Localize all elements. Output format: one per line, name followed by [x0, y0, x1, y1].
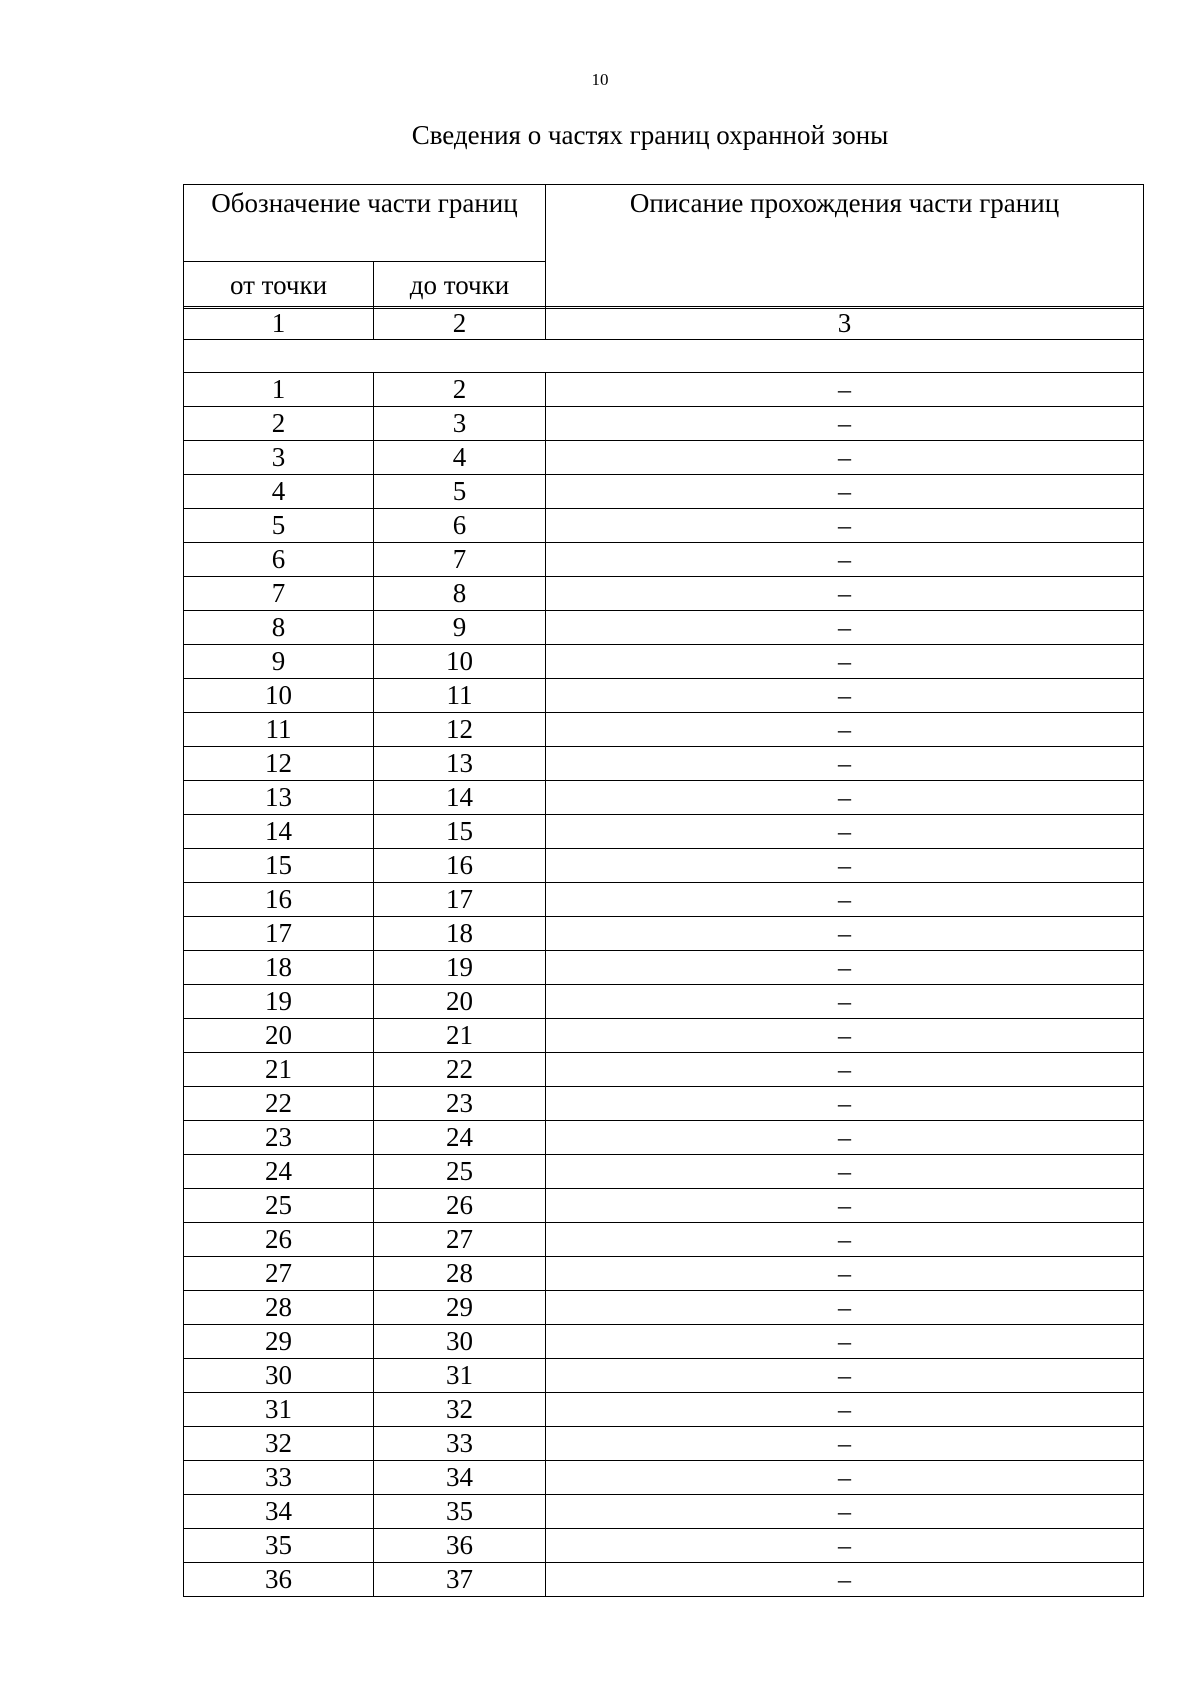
- from-point-cell: 31: [184, 1393, 374, 1427]
- from-point-cell: 16: [184, 883, 374, 917]
- to-point-cell: 14: [374, 781, 546, 815]
- from-point-cell: 9: [184, 645, 374, 679]
- description-cell: –: [546, 509, 1144, 543]
- to-point-cell: 34: [374, 1461, 546, 1495]
- to-point-cell: 15: [374, 815, 546, 849]
- header-from-point: от точки: [184, 262, 374, 309]
- table-row: [184, 1359, 1144, 1393]
- from-point-cell: 18: [184, 951, 374, 985]
- blank-row: [184, 340, 1144, 373]
- from-point-cell: 4: [184, 475, 374, 509]
- from-point-cell: 17: [184, 917, 374, 951]
- to-point-cell: 3: [374, 407, 546, 441]
- to-point-cell: 23: [374, 1087, 546, 1121]
- description-cell: –: [546, 1087, 1144, 1121]
- from-point-cell: 11: [184, 713, 374, 747]
- table-row: [184, 815, 1144, 849]
- to-point-cell: 33: [374, 1427, 546, 1461]
- table-row: [184, 543, 1144, 577]
- to-point-cell: 16: [374, 849, 546, 883]
- table-row: [184, 679, 1144, 713]
- description-cell: –: [546, 849, 1144, 883]
- to-point-cell: 32: [374, 1393, 546, 1427]
- description-cell: –: [546, 1155, 1144, 1189]
- description-cell: –: [546, 1495, 1144, 1529]
- from-point-cell: 12: [184, 747, 374, 781]
- to-point-cell: 6: [374, 509, 546, 543]
- table-row: [184, 849, 1144, 883]
- table-row: [184, 951, 1144, 985]
- to-point-cell: 7: [374, 543, 546, 577]
- table-row: [184, 373, 1144, 407]
- description-cell: –: [546, 1359, 1144, 1393]
- from-point-cell: 23: [184, 1121, 374, 1155]
- table-row: [184, 985, 1144, 1019]
- table-row: [184, 1053, 1144, 1087]
- table-row: [184, 1393, 1144, 1427]
- header-designation: Обозначение части границ: [184, 185, 546, 262]
- description-cell: –: [546, 1393, 1144, 1427]
- to-point-cell: 19: [374, 951, 546, 985]
- table-row: [184, 645, 1144, 679]
- description-cell: –: [546, 815, 1144, 849]
- from-point-cell: 21: [184, 1053, 374, 1087]
- description-cell: –: [546, 1325, 1144, 1359]
- from-point-cell: 32: [184, 1427, 374, 1461]
- table-row: [184, 883, 1144, 917]
- from-point-cell: 35: [184, 1529, 374, 1563]
- to-point-cell: 24: [374, 1121, 546, 1155]
- table-row: [184, 611, 1144, 645]
- description-cell: –: [546, 1291, 1144, 1325]
- description-cell: –: [546, 1427, 1144, 1461]
- from-point-cell: 33: [184, 1461, 374, 1495]
- column-number-3: 3: [546, 307, 1144, 340]
- description-cell: –: [546, 679, 1144, 713]
- table-row: [184, 1495, 1144, 1529]
- table-row: [184, 1325, 1144, 1359]
- from-point-cell: 26: [184, 1223, 374, 1257]
- to-point-cell: 20: [374, 985, 546, 1019]
- header-to-point: до точки: [374, 262, 546, 309]
- table-row: [184, 713, 1144, 747]
- to-point-cell: 27: [374, 1223, 546, 1257]
- description-cell: –: [546, 611, 1144, 645]
- description-cell: –: [546, 985, 1144, 1019]
- column-number-2: 2: [374, 307, 546, 340]
- to-point-cell: 36: [374, 1529, 546, 1563]
- description-cell: –: [546, 747, 1144, 781]
- boundary-parts-table: [183, 306, 1144, 1597]
- to-point-cell: 31: [374, 1359, 546, 1393]
- from-point-cell: 1: [184, 373, 374, 407]
- table-row: [184, 1189, 1144, 1223]
- table-row: [184, 781, 1144, 815]
- table-header: [183, 184, 1144, 309]
- description-cell: –: [546, 781, 1144, 815]
- from-point-cell: 3: [184, 441, 374, 475]
- description-cell: –: [546, 713, 1144, 747]
- header-description: Описание прохождения части границ: [546, 185, 1144, 309]
- to-point-cell: 29: [374, 1291, 546, 1325]
- from-point-cell: 22: [184, 1087, 374, 1121]
- description-cell: –: [546, 645, 1144, 679]
- from-point-cell: 6: [184, 543, 374, 577]
- blank-cell: [184, 340, 1144, 373]
- to-point-cell: 35: [374, 1495, 546, 1529]
- description-cell: –: [546, 475, 1144, 509]
- description-cell: –: [546, 917, 1144, 951]
- from-point-cell: 13: [184, 781, 374, 815]
- from-point-cell: 27: [184, 1257, 374, 1291]
- from-point-cell: 10: [184, 679, 374, 713]
- table-row: [184, 441, 1144, 475]
- from-point-cell: 30: [184, 1359, 374, 1393]
- table-row: [184, 1223, 1144, 1257]
- to-point-cell: 17: [374, 883, 546, 917]
- to-point-cell: 5: [374, 475, 546, 509]
- from-point-cell: 29: [184, 1325, 374, 1359]
- description-cell: –: [546, 883, 1144, 917]
- to-point-cell: 2: [374, 373, 546, 407]
- description-cell: –: [546, 1053, 1144, 1087]
- table-row: [184, 509, 1144, 543]
- to-point-cell: 11: [374, 679, 546, 713]
- from-point-cell: 7: [184, 577, 374, 611]
- description-cell: –: [546, 1223, 1144, 1257]
- table-row: [184, 1427, 1144, 1461]
- description-cell: –: [546, 1019, 1144, 1053]
- from-point-cell: 24: [184, 1155, 374, 1189]
- description-cell: –: [546, 543, 1144, 577]
- description-cell: –: [546, 1189, 1144, 1223]
- to-point-cell: 26: [374, 1189, 546, 1223]
- to-point-cell: 21: [374, 1019, 546, 1053]
- description-cell: –: [546, 1529, 1144, 1563]
- column-number-1: 1: [184, 307, 374, 340]
- table-row: [184, 1257, 1144, 1291]
- from-point-cell: 15: [184, 849, 374, 883]
- table-row: [184, 577, 1144, 611]
- to-point-cell: 37: [374, 1563, 546, 1597]
- table-row: [184, 1019, 1144, 1053]
- description-cell: –: [546, 1257, 1144, 1291]
- from-point-cell: 34: [184, 1495, 374, 1529]
- to-point-cell: 13: [374, 747, 546, 781]
- table-row: [184, 1121, 1144, 1155]
- to-point-cell: 25: [374, 1155, 546, 1189]
- description-cell: –: [546, 1121, 1144, 1155]
- from-point-cell: 5: [184, 509, 374, 543]
- table-row: [184, 1155, 1144, 1189]
- from-point-cell: 36: [184, 1563, 374, 1597]
- table-row: [184, 1291, 1144, 1325]
- table-row: [184, 1563, 1144, 1597]
- description-cell: –: [546, 1461, 1144, 1495]
- description-cell: –: [546, 407, 1144, 441]
- to-point-cell: 12: [374, 713, 546, 747]
- table-row: [184, 1087, 1144, 1121]
- to-point-cell: 10: [374, 645, 546, 679]
- table-row: [184, 917, 1144, 951]
- table-row: [184, 1461, 1144, 1495]
- to-point-cell: 22: [374, 1053, 546, 1087]
- description-cell: –: [546, 1563, 1144, 1597]
- to-point-cell: 18: [374, 917, 546, 951]
- to-point-cell: 30: [374, 1325, 546, 1359]
- table-row: [184, 475, 1144, 509]
- to-point-cell: 28: [374, 1257, 546, 1291]
- page-number: 10: [591, 70, 609, 89]
- from-point-cell: 14: [184, 815, 374, 849]
- description-cell: –: [546, 951, 1144, 985]
- description-cell: –: [546, 577, 1144, 611]
- from-point-cell: 20: [184, 1019, 374, 1053]
- from-point-cell: 19: [184, 985, 374, 1019]
- from-point-cell: 2: [184, 407, 374, 441]
- column-number-row: [184, 307, 1144, 340]
- page-title: Сведения о частях границ охранной зоны: [411, 120, 889, 150]
- to-point-cell: 9: [374, 611, 546, 645]
- table-row: [184, 1529, 1144, 1563]
- to-point-cell: 4: [374, 441, 546, 475]
- description-cell: –: [546, 373, 1144, 407]
- to-point-cell: 8: [374, 577, 546, 611]
- from-point-cell: 25: [184, 1189, 374, 1223]
- table-row: [184, 407, 1144, 441]
- from-point-cell: 8: [184, 611, 374, 645]
- table-row: [184, 747, 1144, 781]
- description-cell: –: [546, 441, 1144, 475]
- from-point-cell: 28: [184, 1291, 374, 1325]
